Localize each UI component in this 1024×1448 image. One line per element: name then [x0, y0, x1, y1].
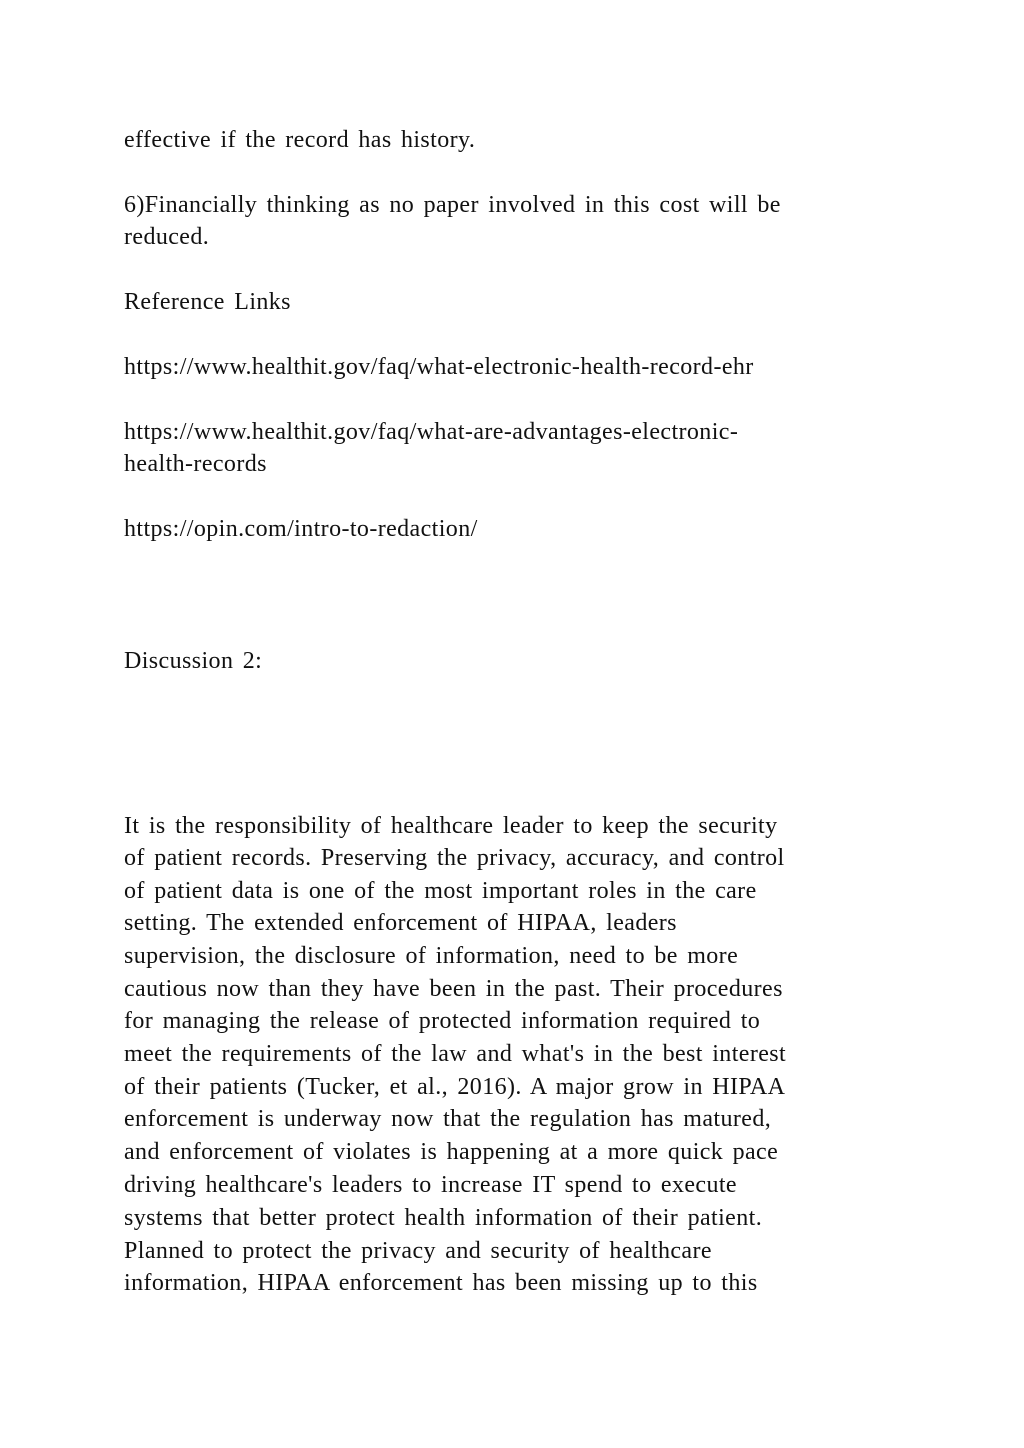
discussion-line-5: supervision, the disclosure of information, need to be more — [124, 943, 739, 969]
point-6-line-1: 6)Financially thinking as no paper involved in this cost will be — [124, 192, 781, 218]
reference-link-2-line-1: https://www.healthit.gov/faq/what-are-advantages-electronic- — [124, 419, 739, 445]
discussion-line-6: cautious now than they have been in the past. Their procedures — [124, 976, 783, 1002]
reference-link-2-line-2: health-records — [124, 451, 267, 477]
discussion-line-14: Planned to protect the privacy and security of healthcare — [124, 1238, 712, 1264]
discussion-line-9: of their patients (Tucker, et al., 2016). A major grow in HIPAA — [124, 1074, 786, 1100]
intro-line: effective if the record has history. — [124, 127, 476, 153]
discussion-line-10: enforcement is underway now that the regulation has matured, — [124, 1106, 772, 1132]
discussion-line-13: systems that better protect health information of their patient. — [124, 1205, 763, 1231]
discussion-heading: Discussion 2: — [124, 648, 263, 674]
discussion-line-4: setting. The extended enforcement of HIPAA, leaders — [124, 910, 677, 936]
reference-link-3: https://opin.com/intro-to-redaction/ — [124, 516, 478, 542]
discussion-line-8: meet the requirements of the law and what's in the best interest — [124, 1041, 787, 1067]
discussion-line-3: of patient data is one of the most important roles in the care — [124, 878, 757, 904]
discussion-line-7: for managing the release of protected information required to — [124, 1008, 761, 1034]
discussion-line-12: driving healthcare's leaders to increase IT spend to execute — [124, 1172, 737, 1198]
discussion-line-11: and enforcement of violates is happening at a more quick pace — [124, 1139, 779, 1165]
discussion-line-2: of patient records. Preserving the privacy, accuracy, and control — [124, 845, 785, 871]
point-6-line-2: reduced. — [124, 224, 210, 250]
reference-link-1: https://www.healthit.gov/faq/what-electronic-health-record-ehr — [124, 354, 754, 380]
discussion-line-15: information, HIPAA enforcement has been missing up to this — [124, 1270, 758, 1296]
reference-links-heading: Reference Links — [124, 289, 291, 315]
discussion-line-1: It is the responsibility of healthcare leader to keep the security — [124, 813, 778, 839]
